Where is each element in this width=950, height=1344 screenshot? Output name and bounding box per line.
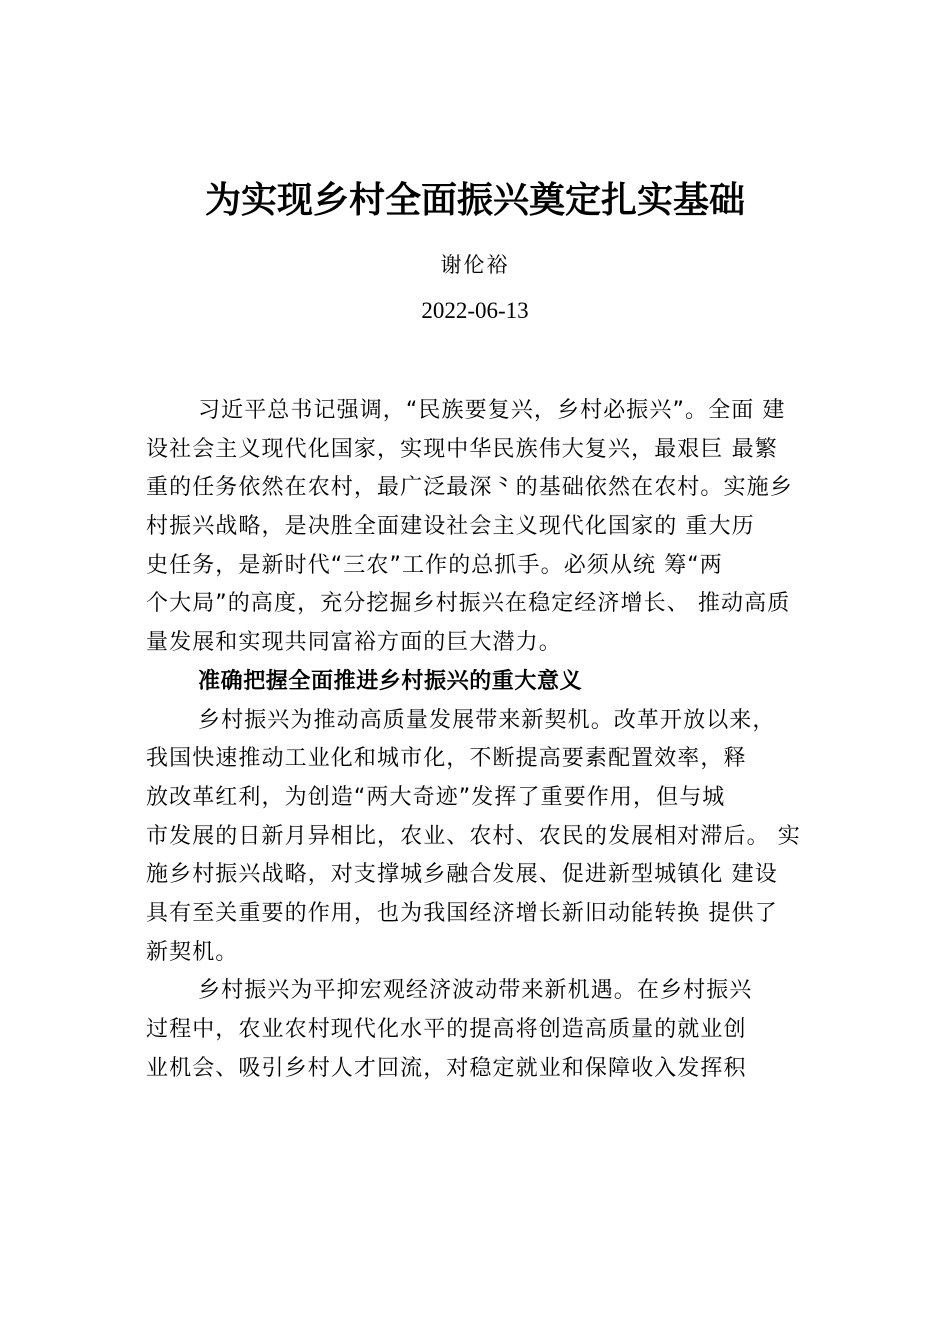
article-body [146,392,836,1088]
text-line: 量发展和实现共同富裕方面的巨大潜力。 [146,630,562,656]
text-line: 重的任务依然在农村，最广泛最深⺀的基础依然在农村。实施乡 [146,475,793,501]
text-line: 新契机。 [146,939,239,965]
text-line: 放改革红利，为创造“两大奇迹”发挥了重要作用，但与城 [146,784,726,810]
text-line: 市发展的日新月异相比，农业、农村、农民的发展相对滞后。 实 [146,823,801,849]
text-line: 史任务，是新时代“三农”工作的总抓手。必须从统 筹“两 [146,552,723,578]
text-line: 设社会主义现代化国家，实现中华民族伟大复兴，最艰巨 最繁 [146,436,778,462]
text-line: 我国快速推动工业化和城市化，不断提高要素配置效率，释 [146,746,747,772]
page-title: 为实现乡村全面振兴奠定扎实基础 [204,179,745,221]
text-line: 乡村振兴为平抑宏观经济波动带来新机遇。在乡村振兴 [198,978,753,1004]
text-line: 习近平总书记强调，“民族要复兴，乡村必振兴”。全面 建 [198,398,786,423]
author-name: 谢伦裕 [440,253,510,277]
text-line: 个大局”的高度，充分挖掘乡村振兴在稳定经济增长、 推动高质 [146,591,791,617]
text-line: 村振兴战略，是决胜全面建设社会主义现代化国家的 重大历 [146,514,755,540]
text-line: 业机会、吸引乡村人才回流，对稳定就业和保障收入发挥积 [146,1055,747,1081]
text-line: 施乡村振兴战略，对支撑城乡融合发展、促进新型城镇化 建设 [146,862,778,888]
publish-date: 2022-06-13 [421,298,529,323]
text-line: 过程中，农业农村现代化水平的提高将创造高质量的就业创 [146,1017,747,1042]
text-line: 乡村振兴为推动高质量发展带来新契机。改革开放以来， [198,707,776,733]
section-heading: 准确把握全面推进乡村振兴的重大意义 [198,668,583,694]
text-line: 具有至关重要的作用，也为我国经济增长新旧动能转换 提供了 [146,900,778,926]
